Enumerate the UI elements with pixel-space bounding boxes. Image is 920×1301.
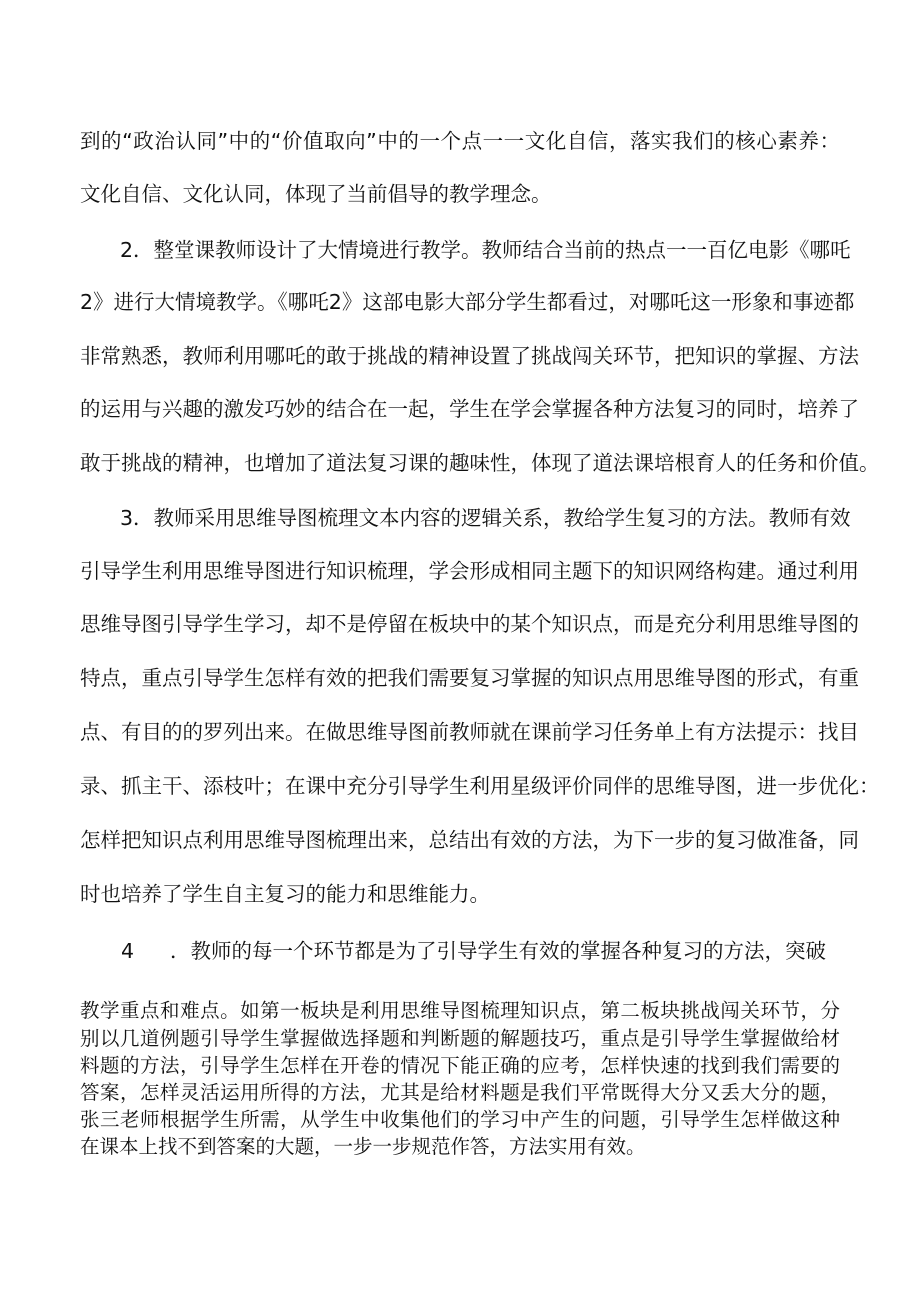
point3-line-1: 3．教师采用思维导图梳理文本内容的逻辑关系，教给学生复习的方法。教师有效 (120, 506, 851, 530)
point2-line-2: 2》进行大情境教学。《哪吒2》这部电影大部分学生都看过，对哪吒这一形象和事迹都 (80, 290, 855, 314)
point3-line-7: 怎样把知识点利用思维导图梳理出来，总结出有效的方法，为下一步的复习做准备，同 (80, 828, 859, 852)
point4-line-2: 别以几道例题引导学生掌握做选择题和判断题的解题技巧，重点是引导学生掌握做给材 (80, 1027, 840, 1050)
point2-line-1: 2．整堂课教师设计了大情境进行教学。教师结合当前的热点一一百亿电影《哪吒 (120, 238, 851, 262)
point4-number: 4 (121, 939, 135, 963)
point2-line-5: 敢于挑战的精神，也增加了道法复习课的趣味性，体现了道法课培根育人的任务和价值。 (80, 451, 880, 475)
point3-line-5: 点、有目的的罗列出来。在做思维导图前教师就在课前学习任务单上有方法提示：找目 (80, 720, 859, 744)
point3-line-3: 思维导图引导学生学习，却不是停留在板块中的某个知识点，而是充分利用思维导图的 (80, 612, 859, 636)
intro-line-2: 文化自信、文化认同，体现了当前倡导的教学理念。 (80, 182, 552, 206)
point2-line-3: 非常熟悉，教师利用哪吒的敢于挑战的精神设置了挑战闯关环节，把知识的掌握、方法 (80, 344, 859, 368)
point4-line-1: 教学重点和难点。如第一板块是利用思维导图梳理知识点，第二板块挑战闯关环节，分 (80, 999, 840, 1022)
point3-line-8: 时也培养了学生自主复习的能力和思维能力。 (80, 882, 490, 906)
point4-heading: ．教师的每一个环节都是为了引导学生有效的掌握各种复习的方法，突破 (170, 939, 826, 963)
point2-line-4: 的运用与兴趣的激发巧妙的结合在一起，学生在学会掌握各种方法复习的同时，培养了 (80, 397, 859, 421)
point4-line-4: 答案，怎样灵活运用所得的方法，尤其是给材料题是我们平常既得大分又丢大分的题， (80, 1081, 840, 1104)
point4-line-5: 张三老师根据学生所需，从学生中收集他们的学习中产生的问题，引导学生怎样做这种 (80, 1108, 840, 1131)
point3-line-6: 录、抓主干、添枝叶；在课中充分引导学生利用星级评价同伴的思维导图，进一步优化： (80, 774, 880, 798)
point4-line-3: 料题的方法，引导学生怎样在开卷的情况下能正确的应考，怎样快速的找到我们需要的 (80, 1054, 840, 1077)
point3-line-4: 特点，重点引导学生怎样有效的把我们需要复习掌握的知识点用思维导图的形式，有重 (80, 666, 859, 690)
intro-line-1: 到的“政治认同”中的“价值取向”中的一个点一一文化自信，落实我们的核心素养： (80, 129, 840, 153)
point4-line-6: 在课本上找不到答案的大题，一步一步规范作答，方法实用有效。 (80, 1135, 646, 1158)
point3-line-2: 引导学生利用思维导图进行知识梳理，学会形成相同主题下的知识网络构建。通过利用 (80, 559, 859, 583)
